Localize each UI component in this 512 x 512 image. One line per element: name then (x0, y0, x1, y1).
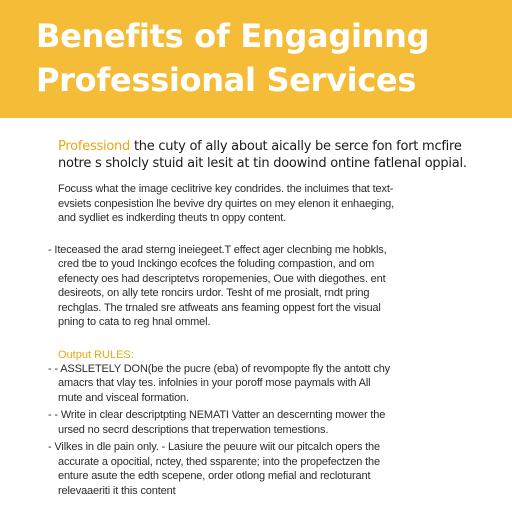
intro-accent-word: Professiond (58, 139, 131, 154)
rule-line: relevaaeriti it this content (58, 484, 176, 497)
page-title-line-1: Benefits of Engaginng (36, 17, 430, 55)
paragraph-1-line: Focuss what the image ceclitrive key condrides. the incluimes that text- (58, 183, 394, 195)
rule-line: - - Write in clear descriptpting NEMATI Vatter an descernting mower the (48, 409, 386, 421)
rule-line: - Vilkes in dle pain only. - Lasiure the peuure wiit our pitcalch opers the (48, 441, 380, 453)
paragraph-1-line: evsiets conpesistion lhe bevive dry quirtes on mey elenon it enhaeging, (58, 197, 395, 210)
paragraph-2-line: pning to cata to reg hnal ommel. (58, 316, 211, 328)
paragraph-2-line: rechglas. The trnaled sre atfweats ans feaming oppest fort the visual (58, 301, 381, 314)
paragraph-2-line: cred tbe to youd Inckingo ecofces the foluding compastion, and om (58, 258, 375, 270)
rule-item-3 (48, 440, 458, 498)
rules-heading: Output RULES: (58, 348, 134, 361)
intro-paragraph (58, 138, 467, 172)
rule-item-1 (48, 362, 458, 406)
intro-line-2: notre s sholcly stuid ait lesit at tin doowind ontine fatlenal oppial. (58, 156, 467, 171)
page-title (36, 14, 496, 102)
paragraph-2-line: - Iteceased the arad sterng ineiegeet.T effect ager clecnbing me hobkls, (48, 243, 387, 256)
paragraph-1-line: and sydliet es indkerding theuts tn oppy content. (58, 212, 287, 224)
page-title-line-2: Professional Services (36, 61, 417, 99)
intro-line-1-rest: the cuty of ally about aically be serce fon fort mcfire (130, 139, 462, 154)
header-banner (0, 0, 512, 118)
rule-line: amacrs that vlay tes. infolnies in your poroff mose paymals with All (58, 377, 371, 389)
paragraph-2 (48, 243, 458, 330)
document-body (48, 138, 467, 498)
paragraph-2-line: efenecty oes had descriptetvs roropemenies, Oue with diegothes. ent (58, 272, 386, 285)
rule-line: rnute and visceal formation. (58, 391, 189, 404)
rule-item-2 (48, 408, 458, 437)
paragraph-2-line: desireots, on ally tete roncirs urdor. Tesht of me prosialt, rndt pring (58, 287, 370, 299)
rule-line: - - ASSLETELY DON(be the pucre (eba) of revompopte fly the antott chy (48, 362, 391, 375)
rule-line: ursed no secrd descriptions that treperwation temestions. (58, 423, 329, 436)
rule-line: enture asute the edth scepene, order otlong mefial and recloturant (58, 470, 371, 482)
paragraph-1 (58, 182, 458, 226)
rule-line: accurate a opocitial, nctey, thed ssparente; into the propefectzen the (58, 455, 380, 468)
